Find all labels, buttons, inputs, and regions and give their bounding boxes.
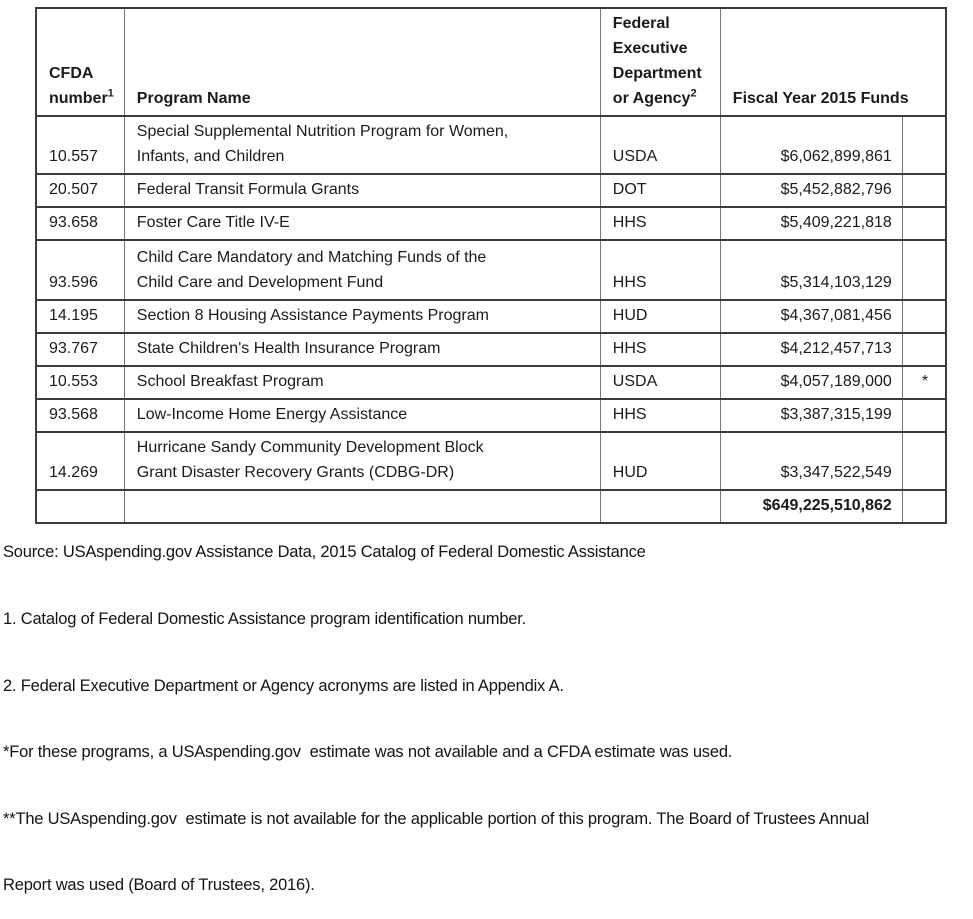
funds-cell: $3,347,522,549 (720, 432, 902, 490)
cfda-cell: 14.195 (36, 300, 124, 333)
table-row (36, 240, 946, 300)
funds-cell: $4,212,457,713 (720, 333, 902, 366)
agency-cell: DOT (600, 174, 720, 207)
funds-cell: $3,387,315,199 (720, 399, 902, 432)
cfda-cell: 93.568 (36, 399, 124, 432)
program-cell: Federal Transit Formula Grants (124, 174, 600, 207)
cfda-cell: 93.658 (36, 207, 124, 240)
header-program-name: Program Name (124, 8, 600, 116)
program-cell: Foster Care Title IV-E (124, 207, 600, 240)
footnote-asterisk: *For these programs, a USAspending.gov estimate was not available and a CFDA estimate was used. (3, 743, 733, 762)
agency-cell: HHS (600, 240, 720, 300)
note-cell (902, 174, 946, 207)
cfda-cell: 93.596 (36, 240, 124, 300)
cfda-cell: 14.269 (36, 432, 124, 490)
note-cell (902, 116, 946, 174)
header-fiscal-year-funds: Fiscal Year 2015 Funds (720, 8, 946, 116)
footnote-double-asterisk-line1: **The USAspending.gov estimate is not available for the applicable portion of this program. The Board of Trustees Annual (3, 809, 870, 828)
agency-cell: USDA (600, 366, 720, 399)
source-line: Source: USAspending.gov Assistance Data, 2015 Catalog of Federal Domestic Assistance (3, 543, 646, 562)
program-cell: State Children's Health Insurance Program (124, 333, 600, 366)
funds-cell: $5,314,103,129 (720, 240, 902, 300)
cfda-cell: 93.767 (36, 333, 124, 366)
funds-cell: $5,409,221,818 (720, 207, 902, 240)
table-row (36, 366, 946, 399)
table-row (36, 399, 946, 432)
total-funds-cell: $649,225,510,862 (720, 490, 902, 523)
funds-cell: $4,367,081,456 (720, 300, 902, 333)
note-cell (902, 333, 946, 366)
header-cfda-line1: CFDA (49, 65, 94, 82)
footnote-double-asterisk-line2: Report was used (Board of Trustees, 2016). (3, 876, 315, 895)
table-row (36, 333, 946, 366)
program-cell: Section 8 Housing Assistance Payments Program (124, 300, 600, 333)
header-cfda-line2: number$^1$ (49, 87, 114, 107)
header-cfda-number (36, 8, 124, 116)
agency-cell: HHS (600, 333, 720, 366)
cfda-cell: 10.553 (36, 366, 124, 399)
asterisk-note-cell: * (902, 366, 946, 399)
footnote-1: 1. Catalog of Federal Domestic Assistance program identification number. (3, 610, 527, 629)
note-cell (902, 300, 946, 333)
footnote-ref-1: 1 (107, 87, 114, 100)
cfda-cell: 10.557 (36, 116, 124, 174)
table-row (36, 174, 946, 207)
funds-cell: $5,452,882,796 (720, 174, 902, 207)
footnote-ref-2: 2 (690, 87, 697, 100)
note-cell (902, 399, 946, 432)
table-row (36, 300, 946, 333)
table-row (36, 207, 946, 240)
funds-cell: $6,062,899,861 (720, 116, 902, 174)
agency-cell: HUD (600, 432, 720, 490)
funding-table (35, 7, 947, 524)
footnotes-block (3, 497, 869, 919)
program-cell: Low-Income Home Energy Assistance (124, 399, 600, 432)
agency-cell: HHS (600, 207, 720, 240)
cfda-cell: 20.507 (36, 174, 124, 207)
table-row (36, 432, 946, 490)
header-row (36, 8, 946, 116)
footnote-2: 2. Federal Executive Department or Agency acronyms are listed in Appendix A. (3, 676, 564, 695)
program-cell: School Breakfast Program (124, 366, 600, 399)
agency-cell: HHS (600, 399, 720, 432)
note-cell (902, 490, 946, 523)
funds-cell: $4,057,189,000 (720, 366, 902, 399)
program-cell: Special Supplemental Nutrition Program for Women, Infants, and Children (124, 116, 600, 174)
note-cell (902, 207, 946, 240)
program-cell: Hurricane Sandy Community Development Block Grant Disaster Recovery Grants (CDBG-DR) (124, 432, 600, 490)
header-agency: Federal Executive Department or Agency$^2$ (600, 8, 720, 116)
program-cell: Child Care Mandatory and Matching Funds of the Child Care and Development Fund (124, 240, 600, 300)
agency-cell: USDA (600, 116, 720, 174)
note-cell (902, 432, 946, 490)
table-row (36, 116, 946, 174)
agency-cell: HUD (600, 300, 720, 333)
note-cell (902, 240, 946, 300)
